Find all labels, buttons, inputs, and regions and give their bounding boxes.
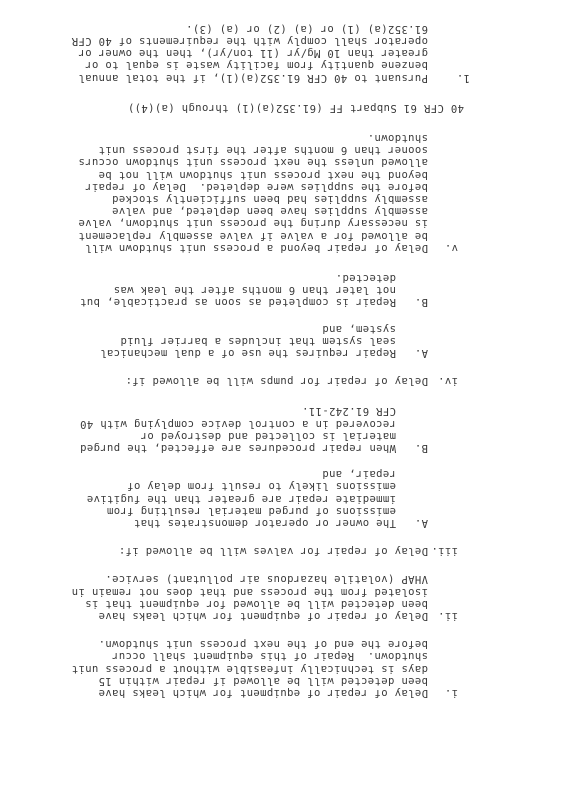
item-text-line: benzene quantity from facility waste is equal to or	[84, 59, 428, 72]
subitem-text-line: Repair requires the use of a dual mechanical	[99, 347, 396, 359]
item-text-line: VHAP (volatile hazardous air pollutant) service.	[105, 573, 428, 586]
section-heading: 40 CFR 61 Subpart FF (61.352(a)(1) through (a)(4))	[127, 101, 464, 114]
item-text-line: shutdown. Repair of this equipment shall occur	[111, 650, 428, 663]
item-text-line: Pursuant to 40 CFR 61.352(a)(1), if the total annual	[78, 71, 428, 84]
item-text-line: shutdown.	[367, 132, 428, 144]
item-number: iii.	[431, 545, 458, 558]
item-text-line: Delay of repair of equipment for which leaks have	[98, 687, 428, 699]
item-text-line: Delay of repair for pumps will be allowed if:	[125, 375, 428, 388]
subitem-text-line: immediate repair are greater than the fugitive	[86, 492, 396, 505]
item-text-line: assembly supplies had been sufficiently stocked	[111, 193, 428, 205]
subitem-text-line: seal system that includes a barrier fluid	[120, 334, 396, 347]
subitem-text-line: repair, and	[321, 468, 396, 481]
item-text-line: isolated from the process and that does not remain in	[71, 585, 428, 598]
item-text-line: sooner than 6 months after the first process unit	[98, 144, 428, 157]
item-text-line: been detected will be allowed if repair within 15	[98, 674, 428, 687]
subitem-letter: A.	[414, 347, 428, 359]
subitem-text-line: The owner or operator demonstrates that	[133, 517, 396, 529]
item-text-line: before the supplies were depleted. Delay of repair	[84, 180, 428, 193]
subitem-text-line: system, and	[321, 322, 396, 335]
subitem-letter: B.	[414, 296, 428, 309]
subitem-text-line: emissions of purged material resulting from	[106, 504, 396, 517]
item-number: v.	[444, 241, 458, 254]
subitem-letter: A.	[414, 517, 428, 529]
item-text-line: allowed unless the next process unit shutdown occurs	[78, 156, 428, 169]
item-text-line: beyond the next process unit shutdown will not be	[98, 168, 428, 181]
item-number: 1.	[456, 71, 470, 84]
item-text-line: 61.352(a) (1) or (a) (2) or (a) (3).	[185, 22, 428, 35]
item-text-line: Delay of repair for valves will be allowed if:	[118, 545, 428, 558]
subitem-text-line: Repair is completed as soon as practicable, but	[79, 296, 396, 309]
item-text-line: greater than 10 Mg/yr (11 ton/yr), then the owner or	[78, 47, 428, 60]
item-text-line: operator shall comply with the requirements of 40 CFR	[71, 35, 428, 47]
item-text-line: assembly supplies have been depleted, and valve	[111, 205, 428, 218]
subitem-text-line: detected.	[335, 272, 396, 284]
subitem-text-line: material is collected and destroyed or	[140, 429, 396, 442]
item-number: ii.	[437, 610, 458, 622]
item-text-line: days is technically infeasible without a process unit	[71, 662, 428, 675]
item-text-line: Delay of repair beyond a process unit shutdown will	[84, 241, 428, 254]
item-text-line: Delay of repair of equipment for which leaks have	[98, 610, 428, 622]
item-text-line: been detected will be allowed for equipment that is	[84, 597, 428, 610]
item-text-line: before the end of the next process unit shutdown.	[98, 638, 428, 651]
subitem-text-line: When repair procedures are effected, the purged	[79, 442, 396, 454]
item-number: iv.	[437, 375, 458, 388]
item-text-line: be allowed for a valve if valve assembly replacement	[78, 229, 428, 242]
subitem-text-line: not later than 6 months after the leak was	[113, 284, 396, 297]
subitem-letter: B.	[414, 442, 428, 454]
subitem-text-line: CFR 61.242-11.	[301, 405, 396, 418]
item-number: i.	[444, 687, 458, 699]
subitem-text-line: recovered in a control device complying with 40	[79, 417, 396, 430]
item-text-line: is necessary during the process unit shutdown, valve	[78, 217, 428, 230]
subitem-text-line: emissions likely to result from delay of	[126, 480, 396, 493]
